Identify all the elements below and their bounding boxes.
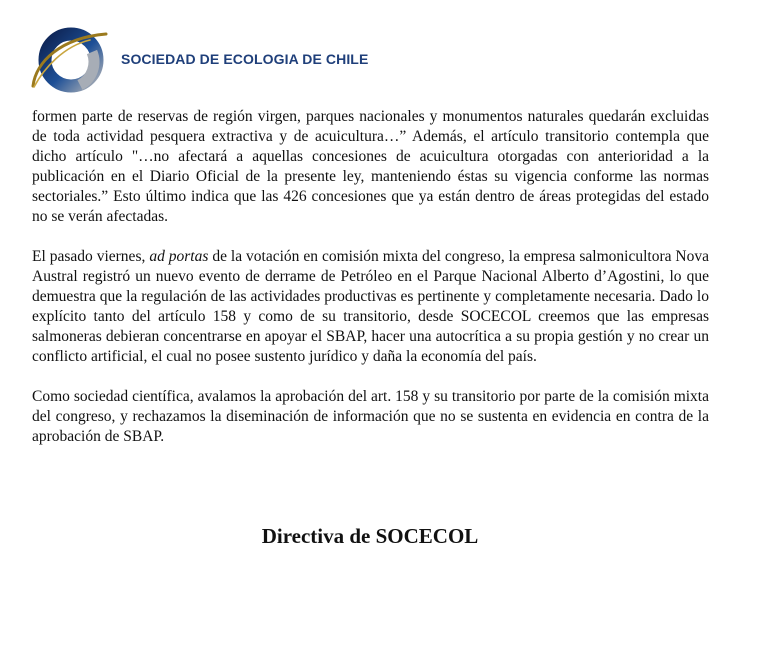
paragraph-3: Como sociedad científica, avalamos la aprobación del art. 158 y su transitorio por parte de la comisión mixta del congreso, y rechazamos la diseminación de información que no se sustenta en evidencia en contra de la aprobación de SBAP. [32,388,709,445]
paragraph-2-italic: ad portas [149,248,209,265]
letterhead [30,24,730,96]
paragraph-2 [32,247,709,367]
organization-name: SOCIEDAD DE ECOLOGIA DE CHILE [121,51,369,67]
paragraph-2-rest: de la votación en comisión mixta del congreso, la empresa salmonicultora Nova Austral registró un nuevo evento de derrame de Petróleo en el Parque Nacional Alberto d’Agostini, lo que demuestra que la regulación de las actividades productivas es pertinente y completamente necesaria. Dado lo explícito tanto del artículo 158 y como de su transitorio, desde SOCECOL creemos que las empresas salmoneras debieran concentrarse en apoyar el SBAP, hacer una autocrítica a su propia gestión y no crear un conflicto artificial, el cual no posee sustento jurídico y daña la economía del país. [32,248,710,365]
signature: Directiva de SOCECOL [261,524,479,548]
socecol-logo-icon [30,24,108,94]
paragraph-1: formen parte de reservas de región virgen, parques nacionales y monumentos naturales quedarán excluidas de toda actividad pesquera extractiva y de acuicultura…” Además, el artículo transitorio contempla que dicho artículo "…no afectará a aquellas concesiones de acuicultura otorgadas con anterioridad a la publicación en el Diario Oficial de la presente ley, manteniendo éstas su vigencia conforme las normas sectoriales.” Esto último indica que las 426 concesiones que ya están dentro de áreas protegidas del estado no se verán afectadas. [32,108,709,225]
letter-body [32,107,709,447]
paragraph-2-start: El pasado viernes, [32,248,150,265]
